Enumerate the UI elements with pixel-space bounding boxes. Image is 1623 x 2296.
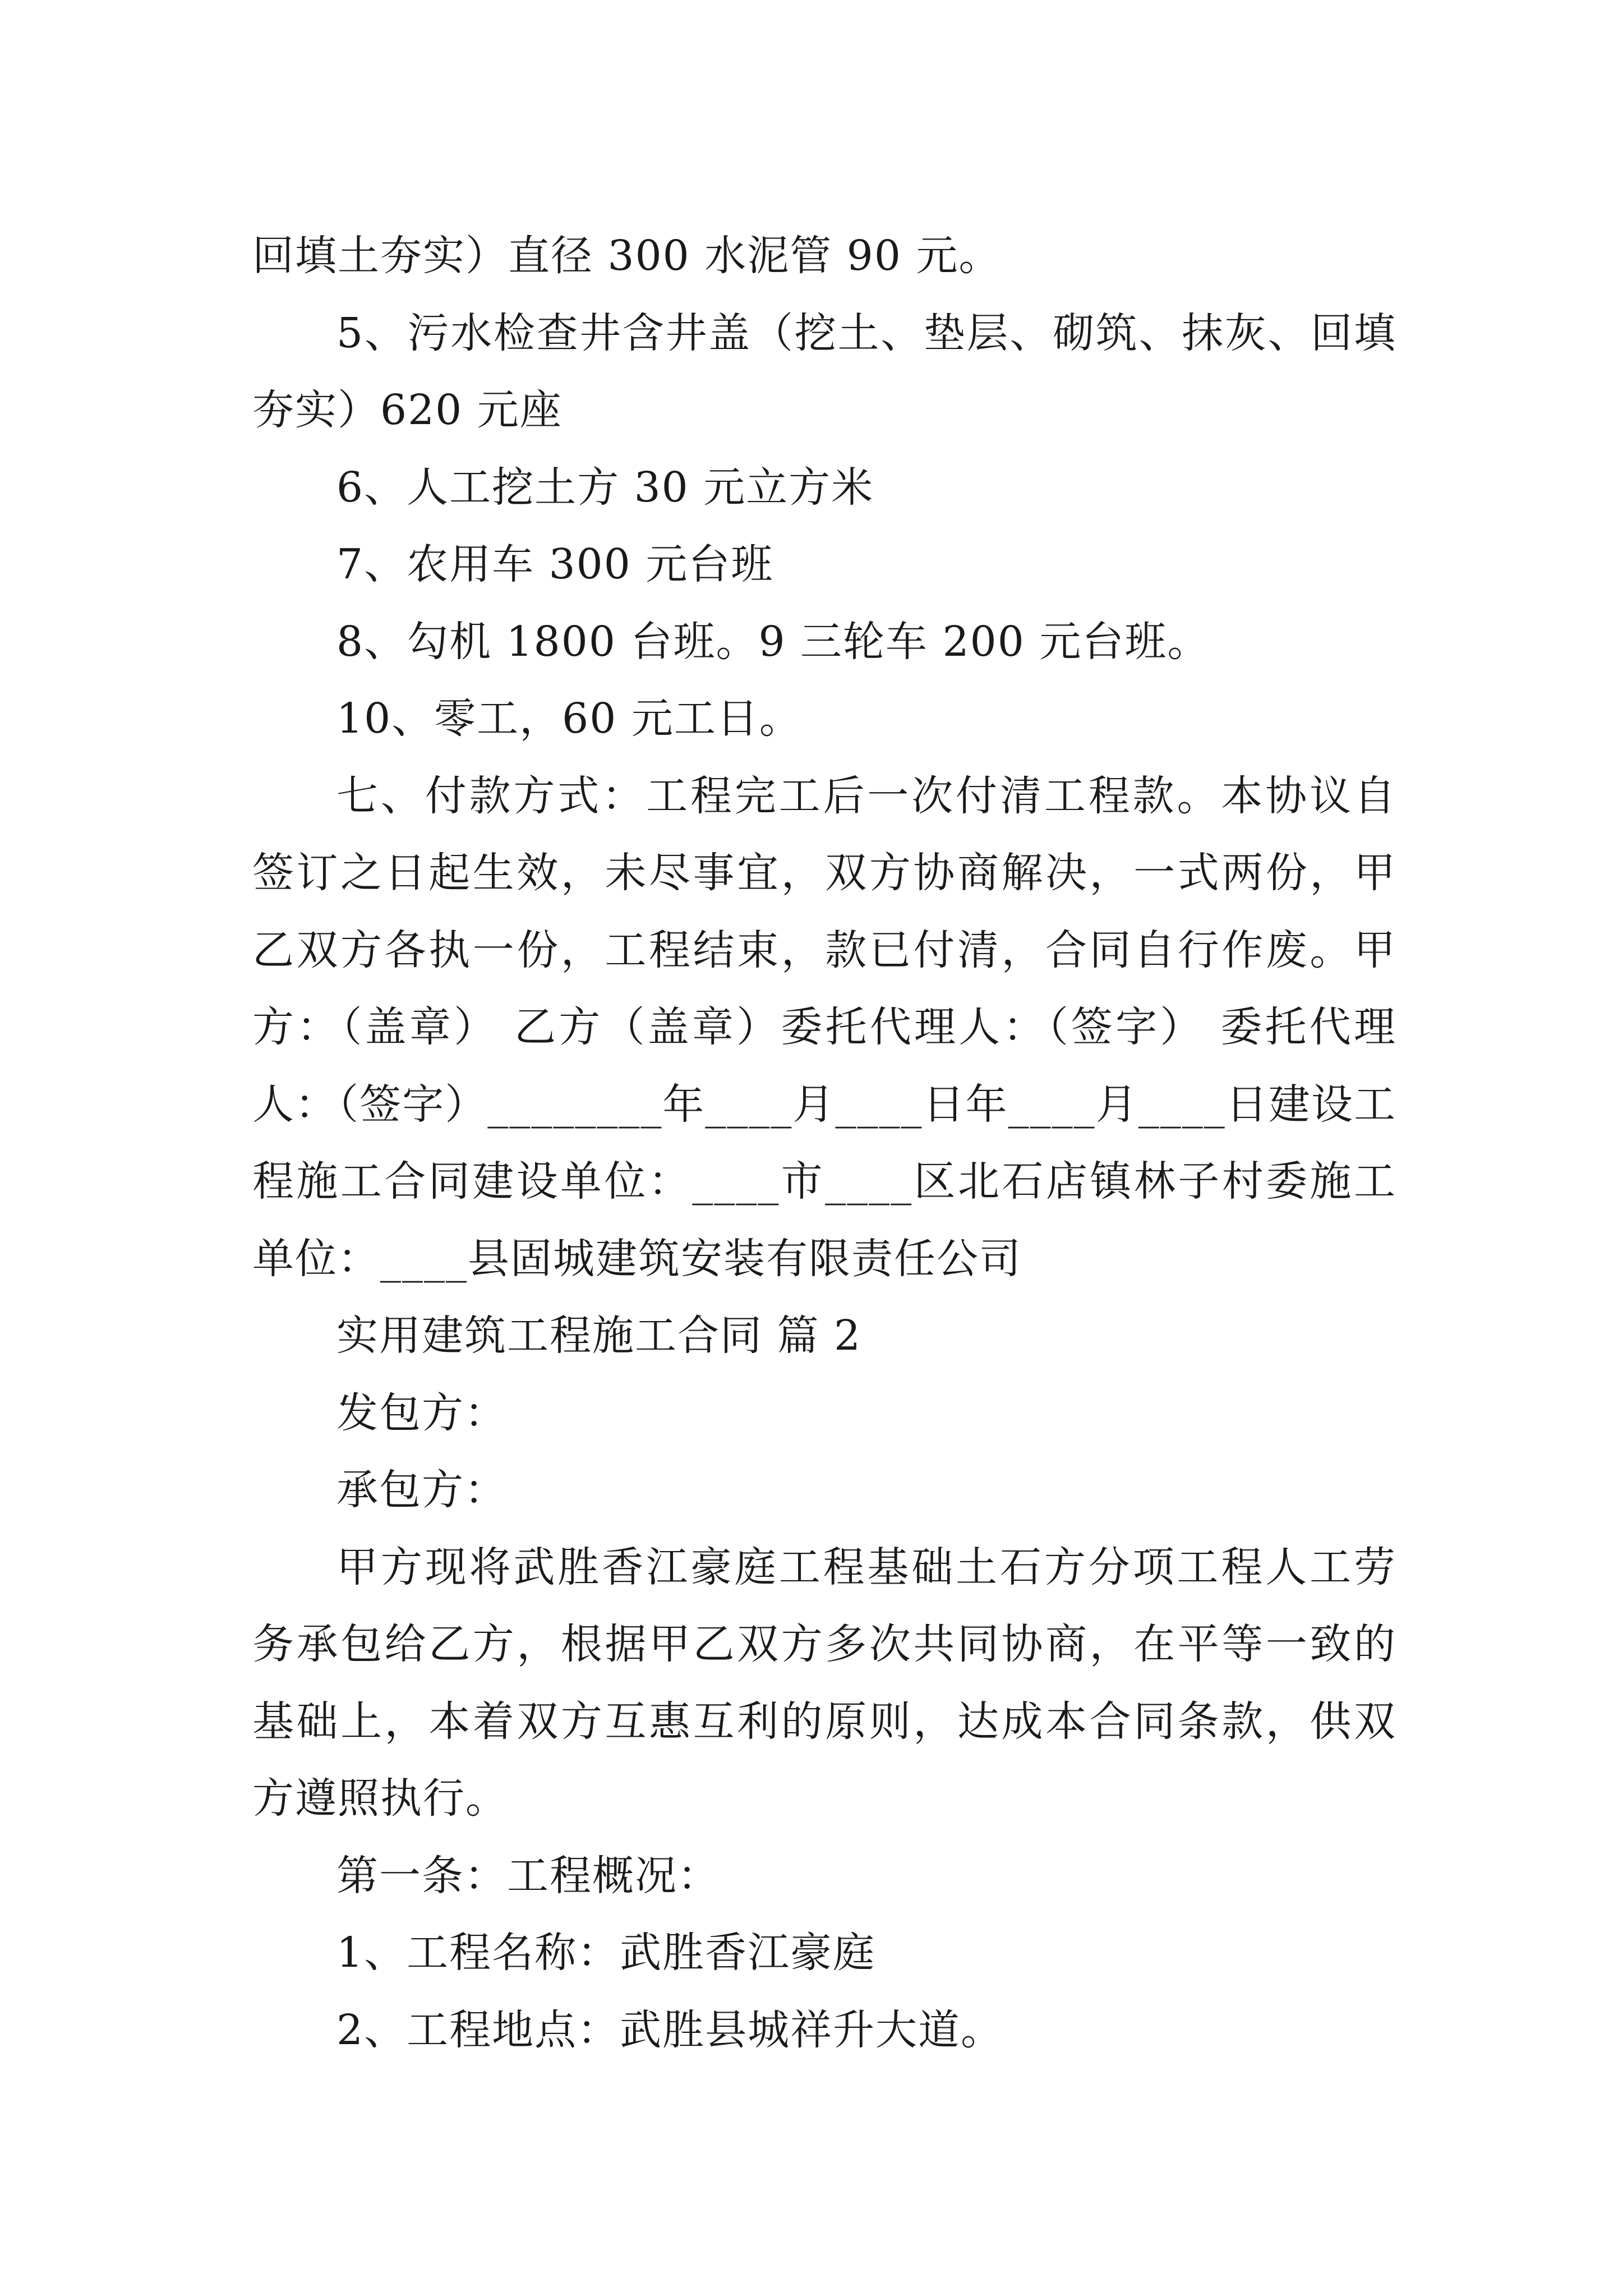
paragraph-item-8: 8、勾机 1800 台班。9 三轮车 200 元台班。 xyxy=(336,617,1210,666)
paragraph-employer: 发包方： xyxy=(336,1388,507,1437)
paragraph-item-10: 10、零工，60 元工日。 xyxy=(336,694,802,743)
paragraph-contractor: 承包方： xyxy=(336,1466,507,1514)
paragraph-item-5: 5、污水检查井含井盖（挖土、垫层、砌筑、抹灰、回填夯实）620 元座 xyxy=(252,309,1396,434)
paragraph-item-6: 6、人工挖土方 30 元立方米 xyxy=(336,463,874,512)
paragraph-project-name: 1、工程名称：武胜香江豪庭 xyxy=(336,1929,876,1977)
paragraph-payment-terms: 七、付款方式：工程完工后一次付清工程款。本协议自签订之日起生效，未尽事宜，双方协商解决，一式两份，甲乙双方各执一份，工程结束，款已付清，合同自行作废。甲方：（盖章） 乙方（盖章）委托代理人：（签字） 委托代理人：（签字）________年____月____日年____月____日建设工程施工合同建设单位：____市____区北石店镇林子村委施工单位：____县固城建筑安装有限责任公司 xyxy=(252,771,1396,1283)
paragraph-pipe-price: 回填土夯实）直径 300 水泥管 90 元。 xyxy=(252,232,1002,280)
section-title: 实用建筑工程施工合同 篇 2 xyxy=(336,1312,862,1360)
article-heading: 第一条：工程概况： xyxy=(336,1851,720,1900)
paragraph-item-7: 7、农用车 300 元台班 xyxy=(336,540,774,588)
document-body xyxy=(252,218,1396,2069)
paragraph-introduction: 甲方现将武胜香江豪庭工程基础土石方分项工程人工劳务承包给乙方，根据甲乙双方多次共同协商，在平等一致的基础上，本着双方互惠互利的原则，达成本合同条款，供双方遵照执行。 xyxy=(252,1543,1396,1823)
paragraph-project-location: 2、工程地点：武胜县城祥升大道。 xyxy=(336,2005,1004,2054)
